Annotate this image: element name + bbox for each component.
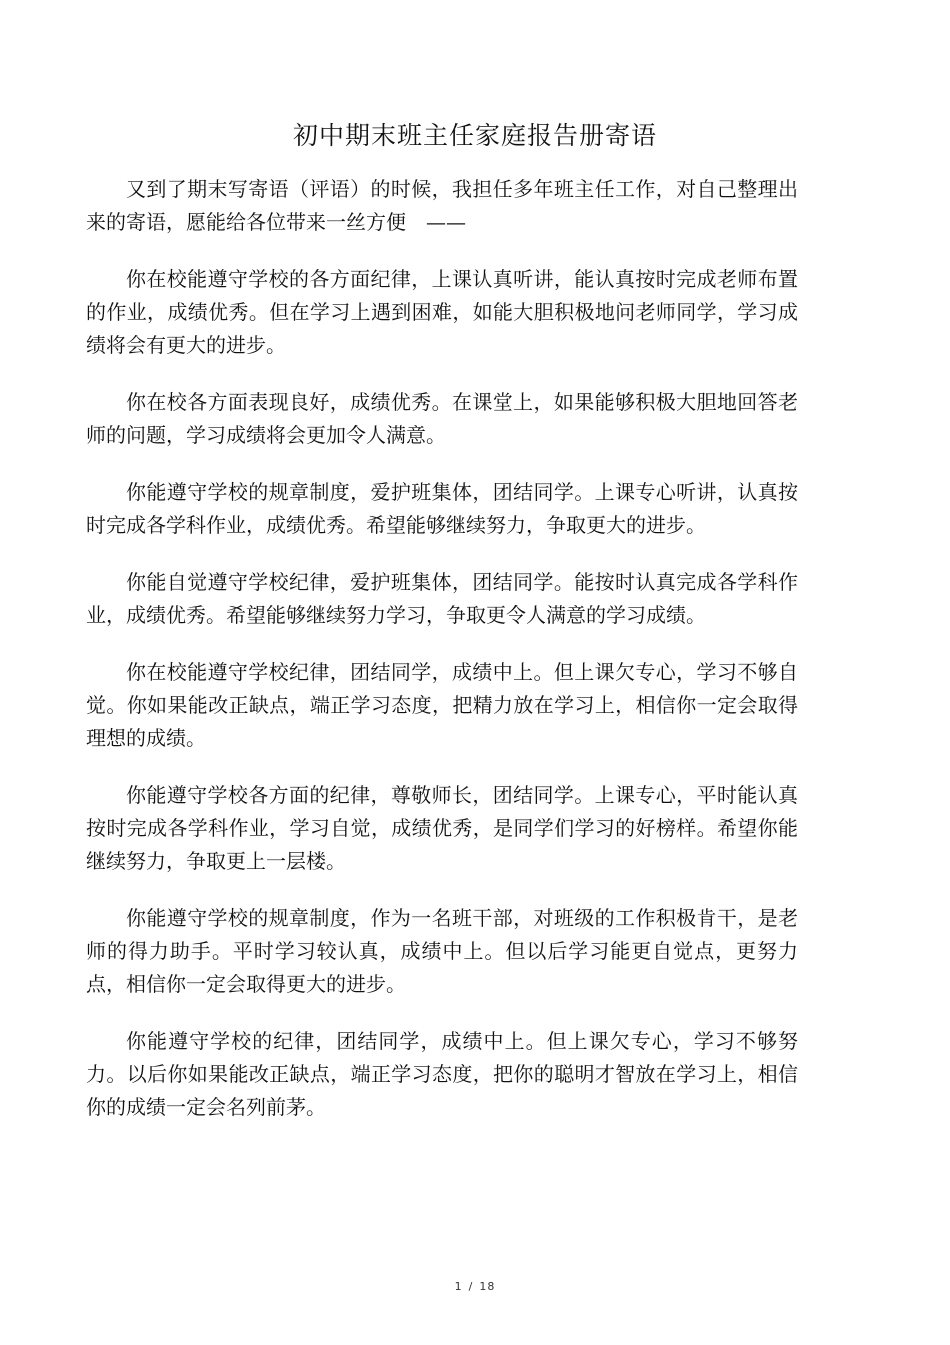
comment-paragraph-8: 你能遵守学校的纪律，团结同学，成绩中上。但上课欠专心，学习不够努力。以后你如果能改正缺点，端正学习态度，把你的聪明才智放在学习上，相信你的成绩一定会名列前茅。 — [86, 1029, 798, 1119]
comment-paragraph-6: 你能遵守学校各方面的纪律，尊敬师长，团结同学。上课专心，平时能认真按时完成各学科作业，学习自觉，成绩优秀，是同学们学习的好榜样。希望你能继续努力，争取更上一层楼。 — [86, 783, 798, 873]
comment-paragraph-4: 你能自觉遵守学校纪律，爱护班集体，团结同学。能按时认真完成各学科作业，成绩优秀。希望能够继续努力学习，争取更令人满意的学习成绩。 — [86, 570, 798, 627]
document-title: 初中期末班主任家庭报告册寄语 — [292, 121, 657, 150]
current-page-number: 1 — [454, 1280, 463, 1293]
comment-paragraph-2: 你在校各方面表现良好，成绩优秀。在课堂上，如果能够积极大胆地回答老师的问题，学习成绩将会更加令人满意。 — [86, 390, 798, 447]
comment-paragraph-3: 你能遵守学校的规章制度，爱护班集体，团结同学。上课专心听讲，认真按时完成各学科作业，成绩优秀。希望能够继续努力，争取更大的进步。 — [86, 480, 798, 537]
comment-paragraph-5: 你在校能遵守学校纪律，团结同学，成绩中上。但上课欠专心，学习不够自觉。你如果能改正缺点，端正学习态度，把精力放在学习上，相信你一定会取得理想的成绩。 — [86, 660, 798, 750]
comment-paragraph-7: 你能遵守学校的规章制度，作为一名班干部，对班级的工作积极肯干，是老师的得力助手。平时学习较认真，成绩中上。但以后学习能更自觉点，更努力点，相信你一定会取得更大的进步。 — [86, 906, 798, 996]
intro-paragraph: 又到了期末写寄语（评语）的时候，我担任多年班主任工作，对自己整理出来的寄语，愿能给各位带来一丝方便 —— — [86, 177, 798, 234]
document-body — [86, 173, 798, 1148]
page-separator: / — [468, 1280, 474, 1293]
comment-paragraph-1: 你在校能遵守学校的各方面纪律，上课认真听讲，能认真按时完成老师布置的作业，成绩优秀。但在学习上遇到困难，如能大胆积极地问老师同学，学习成绩将会有更大的进步。 — [86, 267, 798, 357]
page-number — [0, 1280, 950, 1293]
total-pages-number: 18 — [479, 1280, 496, 1293]
